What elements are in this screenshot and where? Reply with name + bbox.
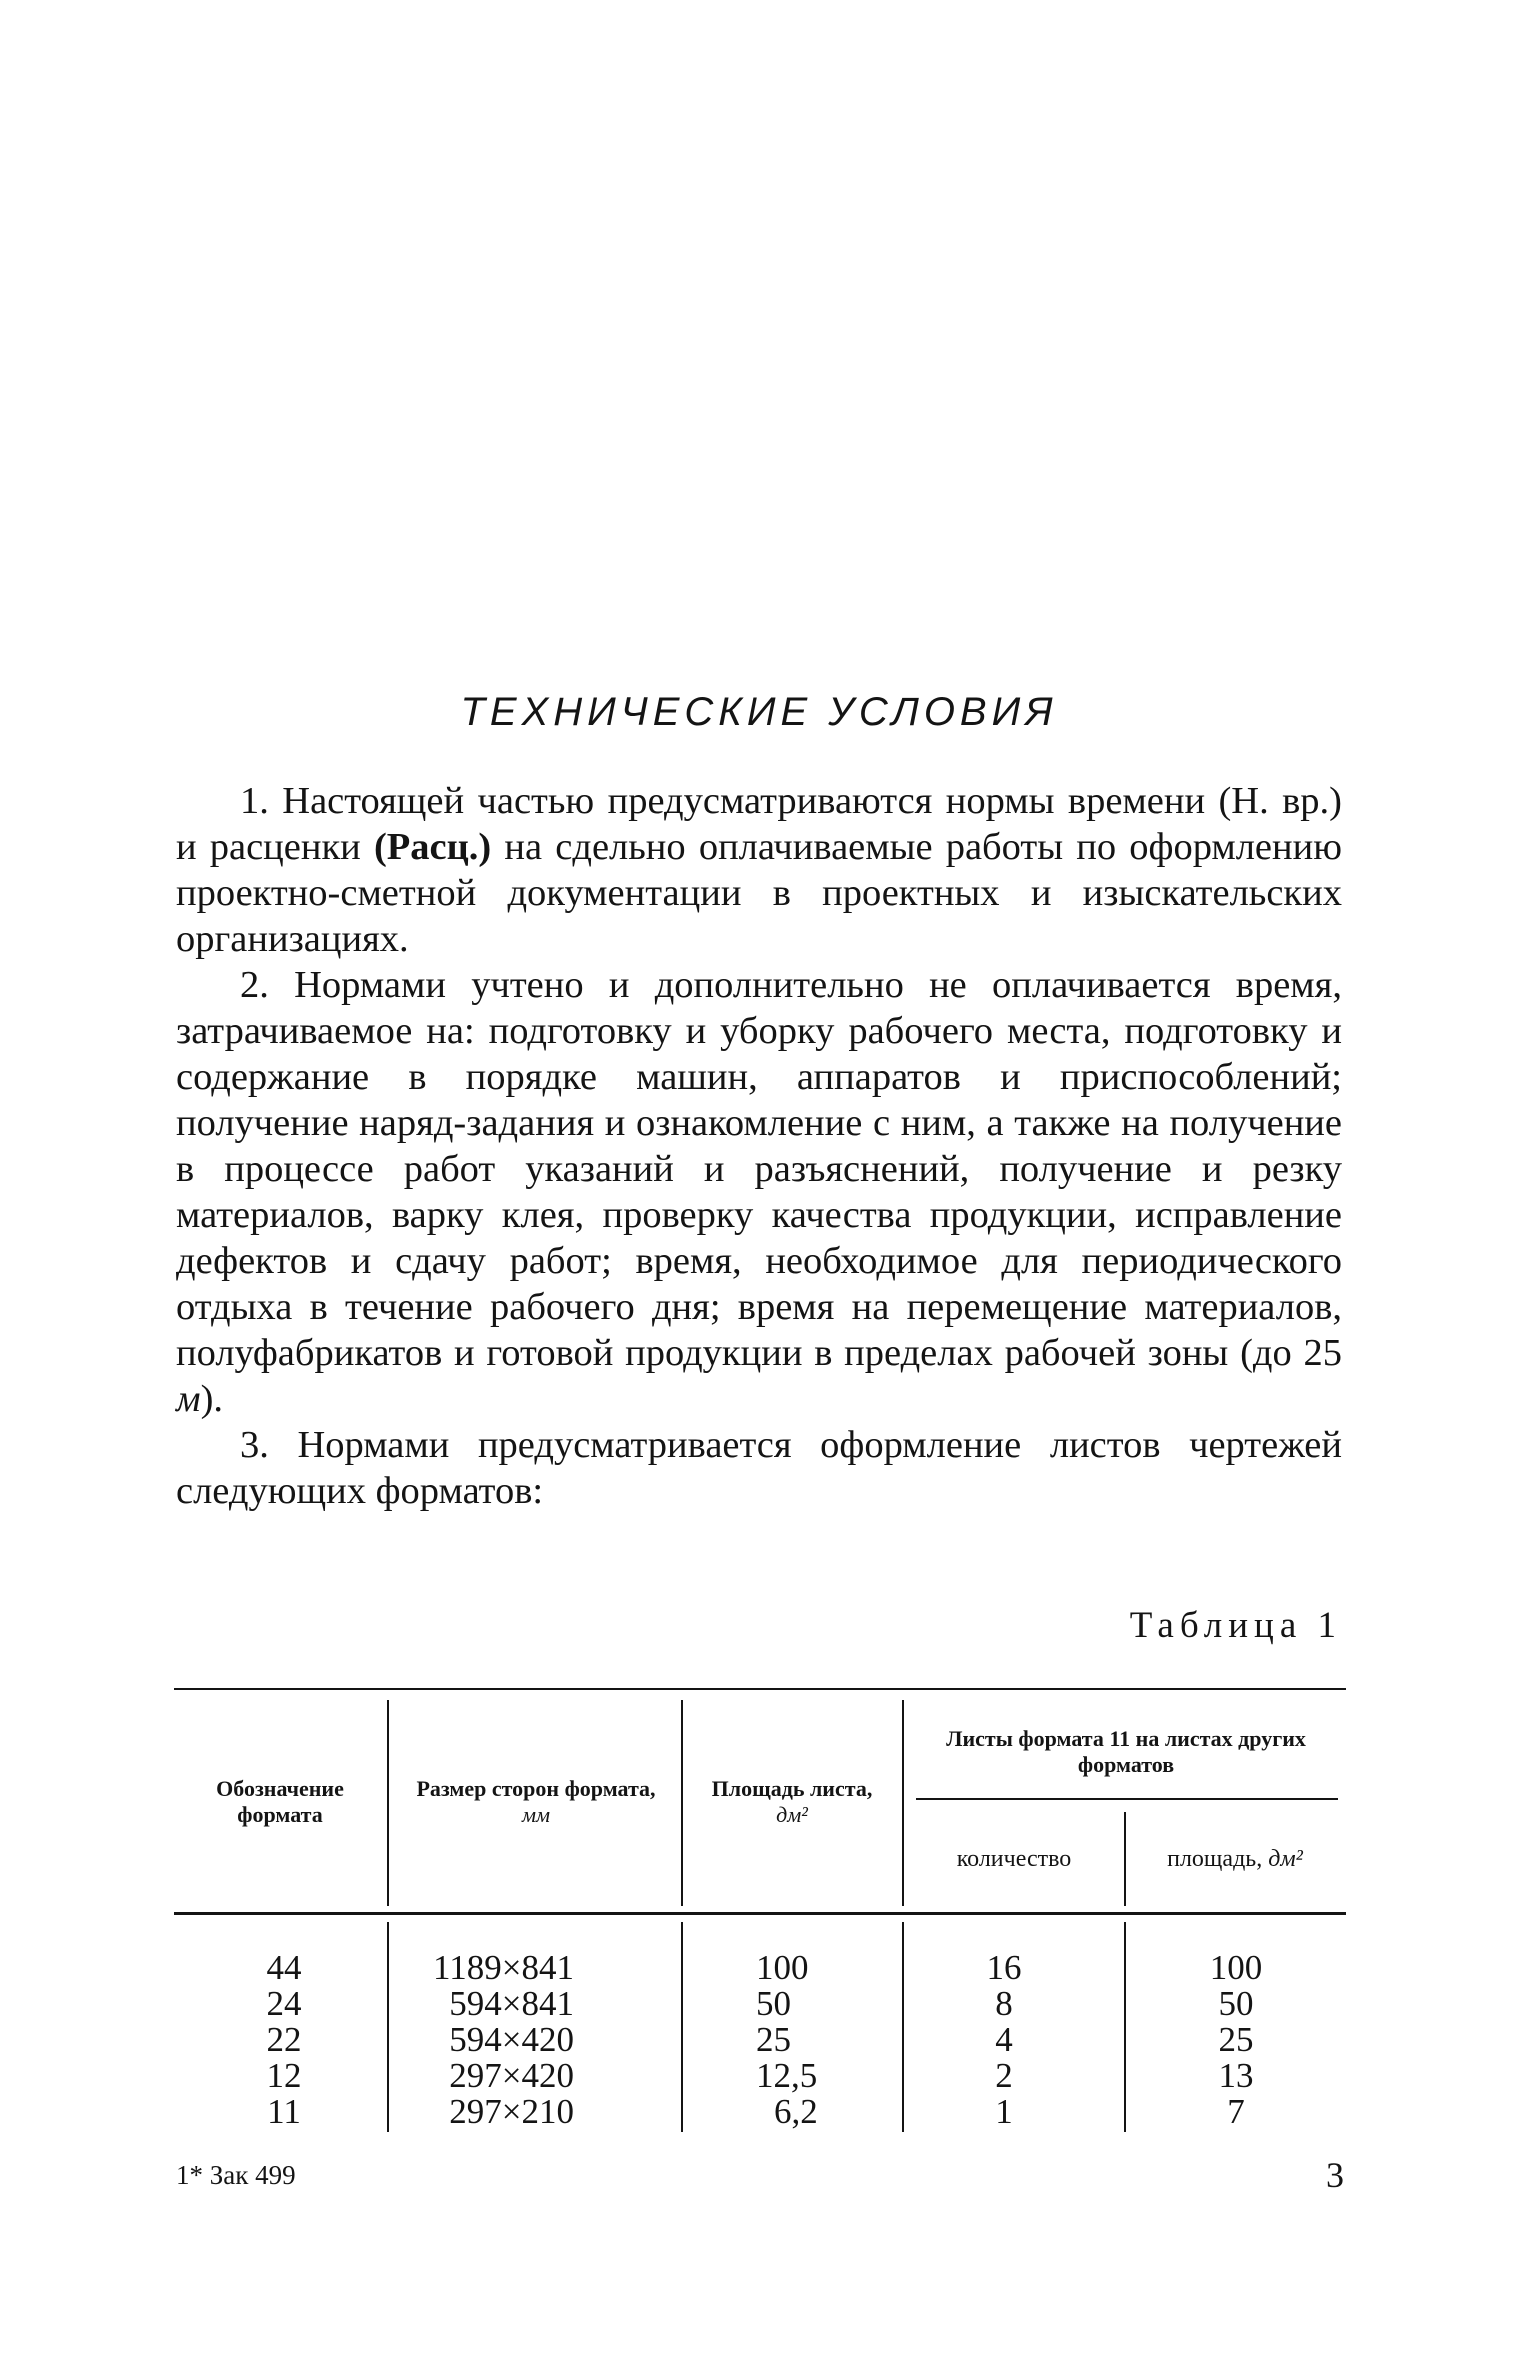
paragraph-2 — [176, 962, 1342, 1422]
col-designation — [254, 1950, 314, 2130]
table-caption: Таблица 1 — [1129, 1605, 1342, 1646]
cell-area-other: 7 — [1227, 2092, 1245, 2131]
paragraph-2-unit: м — [176, 1378, 201, 1420]
header-divider-3 — [902, 1700, 904, 1906]
header-divider-2 — [681, 1700, 683, 1906]
body-divider-1 — [387, 1922, 389, 2132]
header-area-other-unit: дм² — [1268, 1846, 1303, 1872]
paragraph-1-bold: (Расц.) — [373, 826, 492, 868]
header-side-size-text: Размер сторон формата, — [416, 1776, 656, 1801]
body-divider-3 — [902, 1922, 904, 2132]
header-divider-1 — [387, 1700, 389, 1906]
body-divider-2 — [681, 1922, 683, 2132]
cell-area-other: 100 — [1209, 1948, 1263, 1987]
table-header-bottom-rule — [174, 1912, 1346, 1915]
header-group: Листы формата 11 на листах других форматов — [946, 1726, 1306, 1777]
table-group-subrule — [916, 1798, 1338, 1800]
footer-order: 1* Зак 499 — [176, 2160, 296, 2190]
col-size — [414, 1950, 574, 2130]
cell-designation: 11 — [267, 2092, 301, 2131]
table-top-rule — [174, 1688, 1346, 1690]
header-side-size — [414, 1776, 658, 1828]
col-area — [756, 1950, 866, 2130]
page-number: 3 — [1326, 2155, 1344, 2195]
cell-area: 25 — [756, 2020, 791, 2059]
cell-designation: 22 — [266, 2020, 302, 2059]
cell-size: 1189×841 — [433, 1948, 574, 1987]
cell-quantity: 2 — [995, 2056, 1013, 2095]
paragraph-2-text-a: 2. Нормами учтено и дополнительно не оплачивается время, затрачиваемое на: подготовку и уборку рабочего места, подготовку и содержание в порядке машин, аппаратов и приспособлений; получение наряд-задания и ознакомление с ним, а также на получение в процессе работ указаний и разъяснений, получение и резку материалов, варку клея, проверку качества продукции, исправление дефектов и сдачу работ; время, необходимое для периодического отдыха в течение рабочего дня; время на перемещение материалов, полуфабрикатов и готовой продукции в пределах рабочей зоны (до 25 — [176, 964, 1342, 1374]
col-area-other — [1196, 1950, 1276, 2130]
section-title: ТЕХНИЧЕСКИЕ УСЛОВИЯ — [460, 690, 1058, 734]
cell-size: 297×420 — [449, 2056, 574, 2095]
body-text — [176, 778, 1342, 1514]
cell-area: 100 — [756, 1948, 809, 1987]
paragraph-1-text-a: 1. Настоящей частью предусматриваются нормы времени (Н. вр.) и расценки — [176, 780, 1342, 868]
col-quantity — [974, 1950, 1034, 2130]
cell-designation: 24 — [266, 1984, 302, 2023]
paragraph-2-text-b: ). — [200, 1378, 224, 1420]
header-area-other — [1128, 1846, 1342, 1872]
header-sheet-area-unit: дм² — [776, 1802, 808, 1827]
cell-area-other: 25 — [1218, 2020, 1254, 2059]
cell-quantity: 4 — [995, 2020, 1013, 2059]
header-divider-4 — [1124, 1812, 1126, 1906]
cell-area: 12,5 — [756, 2056, 818, 2095]
cell-quantity: 16 — [986, 1948, 1022, 1987]
header-side-size-unit: мм — [521, 1802, 551, 1827]
header-format-designation: Обозначение формата — [216, 1776, 344, 1827]
paragraph-1-text-b: на сдельно оплачиваемые работы по оформлению проектно-сметной документации в проектных и изыскательских организациях. — [176, 826, 1342, 960]
cell-area: 50 — [756, 1984, 791, 2023]
paragraph-1 — [176, 778, 1342, 962]
header-sheet-area — [694, 1776, 890, 1828]
cell-quantity: 8 — [995, 1984, 1013, 2023]
header-sheet-area-text: Площадь листа, — [711, 1776, 873, 1801]
paragraph-3: 3. Нормами предусматривается оформление листов чертежей следующих форматов: — [176, 1424, 1342, 1512]
body-divider-4 — [1124, 1922, 1126, 2132]
header-quantity: количество — [956, 1846, 1072, 1872]
cell-size: 297×210 — [449, 2092, 574, 2131]
cell-size: 594×841 — [449, 1984, 574, 2023]
cell-area: 6,2 — [774, 2092, 818, 2131]
cell-quantity: 1 — [995, 2092, 1013, 2131]
cell-size: 594×420 — [449, 2020, 574, 2059]
formats-table — [174, 1688, 1346, 2138]
cell-designation: 44 — [266, 1948, 302, 1987]
header-area-other-text: площадь, — [1167, 1846, 1263, 1872]
cell-designation: 12 — [266, 2056, 302, 2095]
cell-area-other: 50 — [1218, 1984, 1254, 2023]
cell-area-other: 13 — [1218, 2056, 1254, 2095]
